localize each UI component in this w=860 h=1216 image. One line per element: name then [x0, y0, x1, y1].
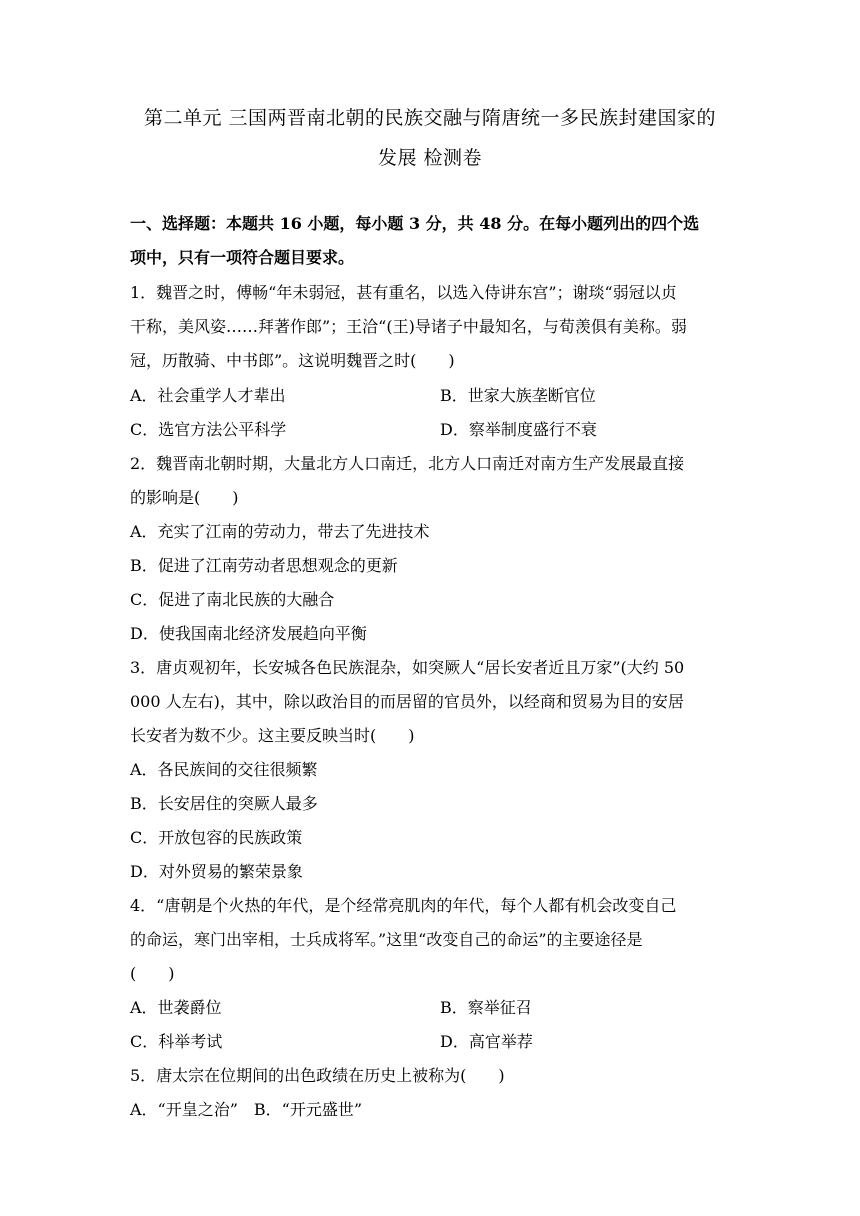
question-2-option-a: A．充实了江南的劳动力，带去了先进技术: [130, 522, 430, 541]
question-2-option-d: D．使我国南北经济发展趋向平衡: [130, 624, 367, 643]
question-2-option-c: C．促进了南北民族的大融合: [130, 590, 335, 609]
question-3-option-a: A．各民族间的交往很频繁: [130, 760, 318, 779]
question-5-options-line-1: A．“开皇之治” B．“开元盛世”: [130, 1100, 363, 1119]
question-4-option-d: D．高官举荐: [440, 1032, 533, 1051]
question-3-stem-line-3: 长安者为数不少。这主要反映当时( ): [130, 726, 415, 745]
question-4-option-b: B．察举征召: [440, 998, 532, 1017]
question-1-option-a: A．社会重学人才辈出: [130, 386, 286, 405]
question-4-stem-line-1: 4．“唐朝是个火热的年代，是个经常亮肌肉的年代，每个人都有机会改变自己: [130, 896, 677, 915]
question-1-stem-line-1: 1．魏晋之时，傅畅“年未弱冠，甚有重名，以选入侍讲东宫”；谢琰“弱冠以贞: [130, 283, 677, 302]
question-4-option-a: A．世袭爵位: [130, 998, 222, 1017]
question-4-stem-line-2: 的命运，寒门出宰相，士兵成将军。”这里“改变自己的命运”的主要途径是: [130, 930, 643, 949]
question-1-stem-line-3: 冠，历散骑、中书郎”。这说明魏晋之时( ): [130, 351, 455, 370]
page-title-line-1: 第二单元 三国两晋南北朝的民族交融与隋唐统一多民族封建国家的: [143, 107, 717, 129]
question-2-option-b: B．促进了江南劳动者思想观念的更新: [130, 556, 398, 575]
question-2-stem-line-2: 的影响是( ): [130, 488, 239, 507]
question-1-option-c: C．选官方法公平科学: [130, 420, 287, 439]
question-4-stem-line-3: ( ): [130, 964, 175, 983]
question-3-stem-line-1: 3．唐贞观初年，长安城各色民族混杂，如突厥人“居长安者近且万家”(大约 50: [130, 658, 685, 677]
question-3-option-d: D．对外贸易的繁荣景象: [130, 862, 303, 881]
section-heading-line-2: 项中，只有一项符合题目要求。: [130, 248, 355, 267]
question-1-stem-line-2: 干称，美风姿……拜著作郎”；王洽“(王)导诸子中最知名，与荀羡俱有美称。弱: [130, 317, 687, 336]
question-2-stem-line-1: 2．魏晋南北朝时期，大量北方人口南迁，北方人口南迁对南方生产发展最直接: [130, 454, 685, 473]
section-heading-line-1: 一、选择题：本题共 16 小题，每小题 3 分，共 48 分。在每小题列出的四个选: [130, 214, 700, 233]
question-4-option-c: C．科举考试: [130, 1032, 223, 1051]
question-3-option-b: B．长安居住的突厥人最多: [130, 794, 318, 813]
question-1-option-b: B．世家大族垄断官位: [440, 386, 596, 405]
question-5-stem-line-1: 5．唐太宗在位期间的出色政绩在历史上被称为( ): [130, 1066, 505, 1085]
question-3-stem-line-2: 000 人左右)，其中，除以政治目的而居留的官员外，以经商和贸易为目的安居: [130, 692, 684, 711]
question-3-option-c: C．开放包容的民族政策: [130, 828, 303, 847]
page-title-line-2: 发展 检测卷: [377, 147, 483, 169]
question-1-option-d: D．察举制度盛行不衰: [440, 420, 597, 439]
